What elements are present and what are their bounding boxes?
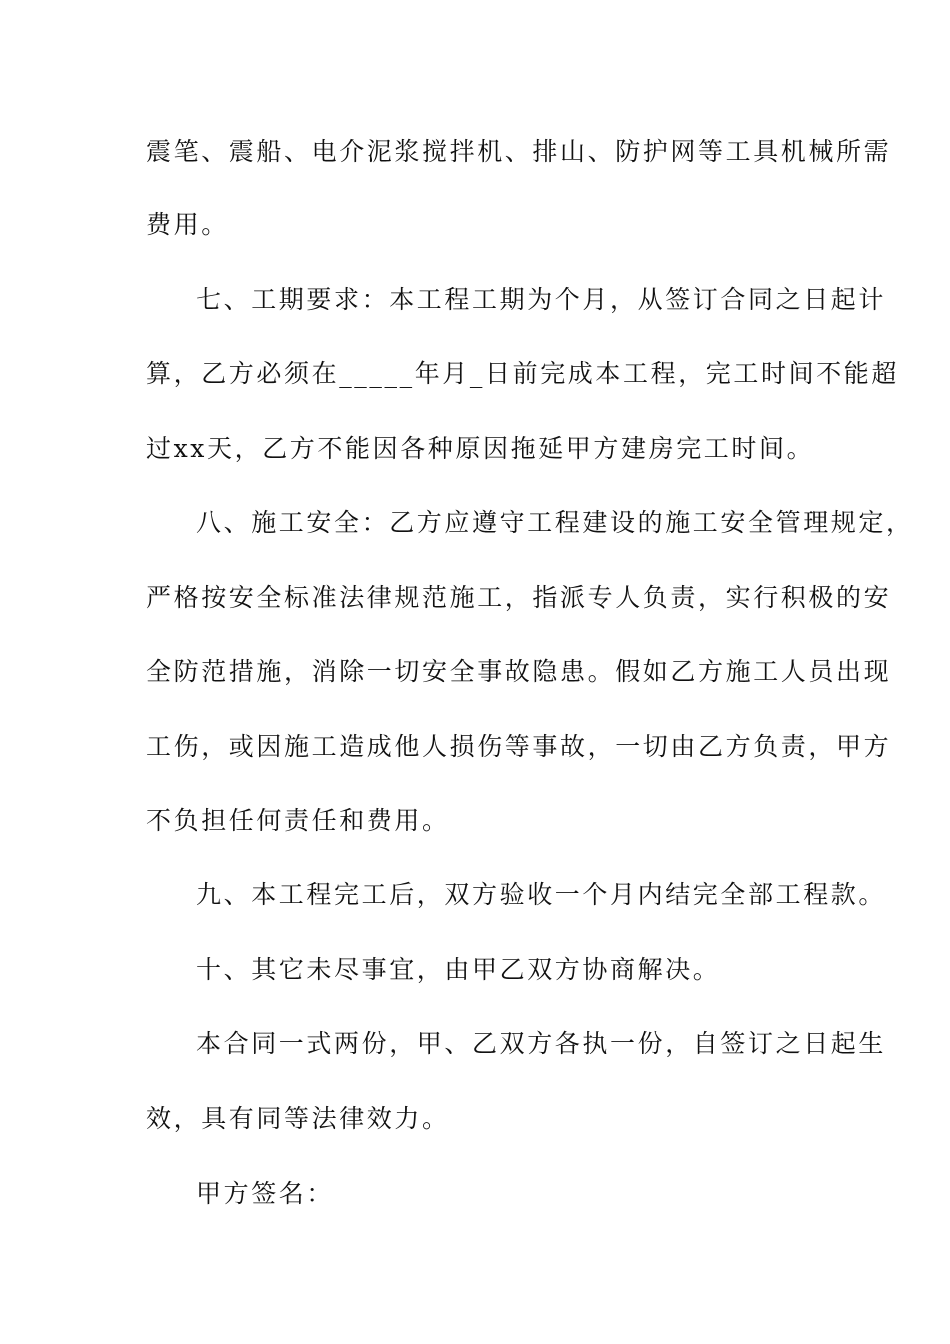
text-line-14: 效，具有同等法律效力。 [146,1104,450,1133]
text-line-4: 算，乙方必须在_____年月_日前完成本工程，完工时间不能超 [146,359,900,388]
section-10-line: 十、其它未尽事宜，由甲乙双方协商解决。 [196,955,721,984]
text-line-10: 不负担任何责任和费用。 [146,806,450,835]
text-line-7: 严格按安全标准法律规范施工，指派专人负责，实行积极的安 [146,583,892,612]
section-8-heading-line: 八、施工安全：乙方应遵守工程建设的施工安全管理规定， [196,508,914,537]
party-a-signature-label: 甲方签名： [196,1179,335,1208]
text-line-5: 过xx天，乙方不能因各种原因拖延甲方建房完工时间。 [146,434,815,463]
text-line-9: 工伤，或因施工造成他人损伤等事故，一切由乙方负责，甲方 [146,732,892,761]
section-7-heading-line: 七、工期要求：本工程工期为个月，从签订合同之日起计 [196,285,887,314]
section-9-line: 九、本工程完工后，双方验收一个月内结完全部工程款。 [196,880,887,909]
text-line-2: 费用。 [146,210,229,239]
text-line-8: 全防范措施，消除一切安全事故隐患。假如乙方施工人员出现 [146,657,892,686]
closing-clause-line: 本合同一式两份，甲、乙双方各执一份，自签订之日起生 [196,1029,887,1058]
text-line-1: 震笔、震船、电介泥浆搅拌机、排山、防护网等工具机械所需 [146,137,892,166]
